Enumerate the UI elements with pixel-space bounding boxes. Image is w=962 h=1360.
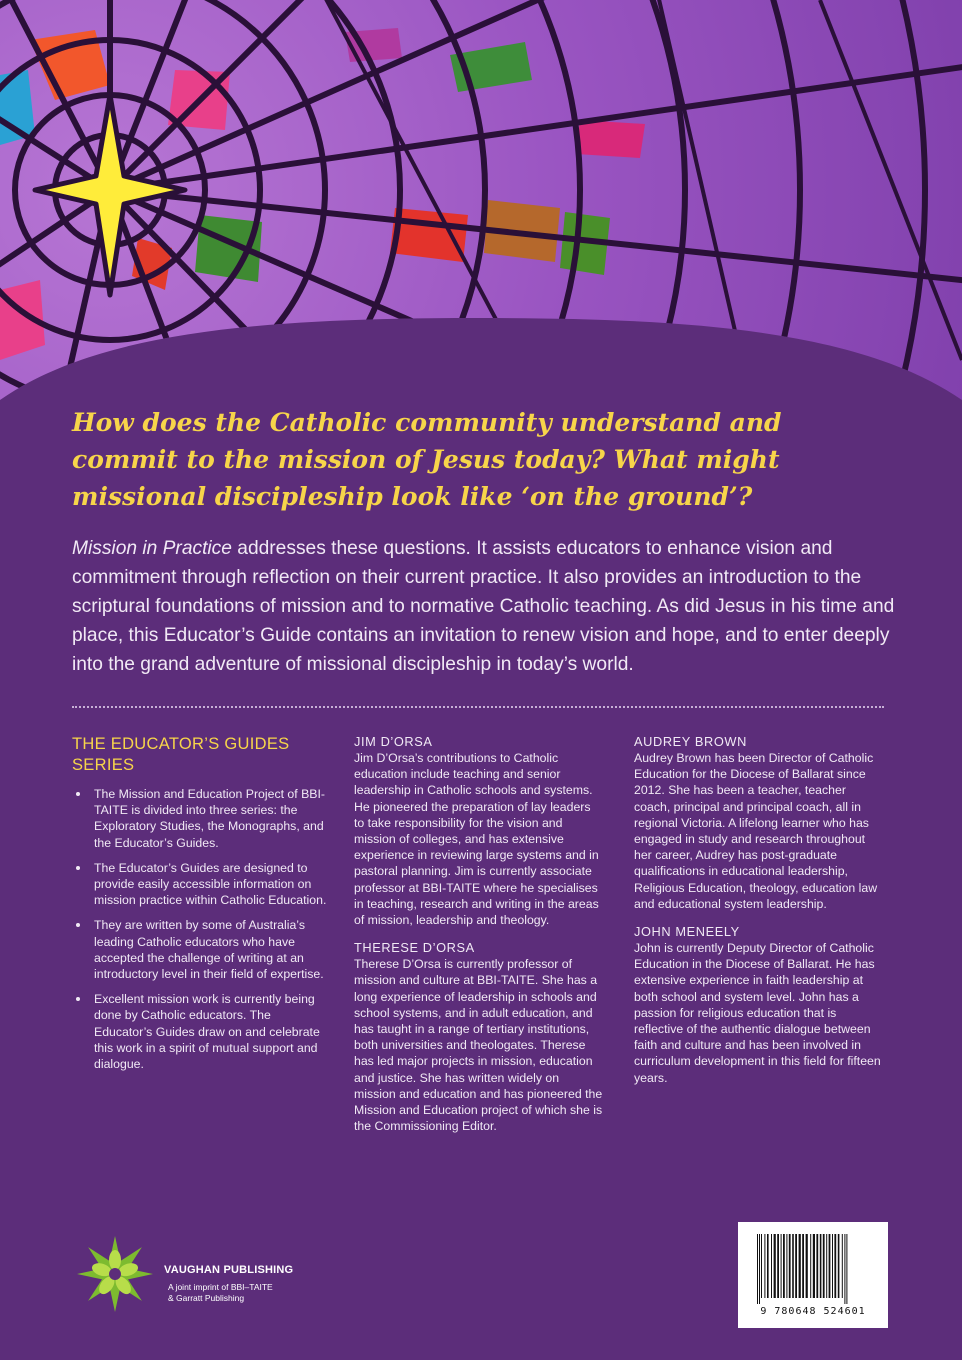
barcode-bar <box>842 1234 843 1298</box>
authors-column-right <box>634 734 884 1098</box>
barcode-bar <box>829 1234 831 1298</box>
series-bullet: The Educator’s Guides are designed to provide easily accessible information on mission practice within Catholic Education. <box>72 860 330 909</box>
barcode-bar <box>844 1234 845 1304</box>
barcode-number: 9 780648 524601 <box>760 1306 866 1317</box>
barcode-bar <box>771 1234 772 1298</box>
barcode-bar <box>838 1234 840 1298</box>
barcode-bar <box>799 1234 801 1298</box>
barcode-bar <box>820 1234 822 1298</box>
series-bullet: Excellent mission work is currently being done by Catholic educators. The Educator’s Guides draw on and celebrate this work in a spirit of mutual support and dialogue. <box>72 991 330 1072</box>
author-name: THERESE D’ORSA <box>354 940 475 956</box>
publisher-subline-2: & Garratt Publishing <box>168 1293 245 1303</box>
barcode-bar <box>789 1234 791 1298</box>
barcode-bar <box>816 1234 818 1298</box>
intro-paragraph <box>72 534 902 679</box>
stained-glass-banner <box>0 0 962 440</box>
barcode-bar <box>781 1234 782 1298</box>
barcode-bar <box>786 1234 787 1298</box>
intro-text: addresses these questions. It assists educators to enhance vision and commitment through reflection on their current practice. It also provides an introduction to the scriptural foundations of mission and to normative Catholic teaching. As did Jesus in his time and place, this Educator’s Guide contains an invitation to renew vision and hope, and to enter deeply into the grand adventure of missional discipleship in today’s world. <box>72 538 895 675</box>
book-title: Mission in Practice <box>72 538 232 559</box>
author-bio: Jim D’Orsa’s contributions to Catholic education include teaching and senior leadership in Catholic schools and systems. He pioneered the preparation of lay leaders to take responsibility for the vision and mission of colleges, and has extensive experience in reviewing large systems and in pastoral planning. Jim is currently associate professor at BBI-TAITE where he specialises in teaching, research and writing in the areas of mission, leadership and theology. <box>354 751 599 928</box>
author-bio: Audrey Brown has been Director of Catholic Education for the Diocese of Ballarat since 2012. She has been a teacher, teacher coach, principal and principal coach, all in regional Victoria. A lifelong learner who has engaged in study and research throughout her career, Audrey has post-graduate qualifications in educational leadership, Religious Education, theology, education law and educational system leadership. <box>634 751 878 911</box>
barcode-bar <box>764 1234 765 1298</box>
publisher-subline-1: A joint imprint of BBI–TAITE <box>168 1282 273 1292</box>
barcode-bar <box>846 1234 847 1304</box>
series-bullet: The Mission and Education Project of BBI-TAITE is divided into three series: the Exploratory Studies, the Monographs, and the Educator’s Guides. <box>72 786 330 851</box>
author-bio: Therese D’Orsa is currently professor of mission and culture at BBI-TAITE. She has a long experience of leadership in schools and school systems, and in adult education, and has taught in a range of tertiary institutions, both universities and theologates. Therese has led major projects in mission, education and justice. She has written widely on mission and education and has pioneered the Mission and Education project of which she is the Commissioning Editor. <box>354 957 603 1134</box>
barcode-bar <box>759 1234 760 1304</box>
barcode-bar <box>777 1234 779 1298</box>
authors-column-middle <box>354 734 604 1146</box>
barcode-bar <box>806 1234 808 1298</box>
barcode-bar <box>810 1234 811 1298</box>
barcode-bar <box>813 1234 815 1298</box>
barcode-bar <box>792 1234 794 1298</box>
barcode-bar <box>761 1234 762 1298</box>
author-name: JOHN MENEELY <box>634 924 740 940</box>
author-name: AUDREY BROWN <box>634 734 747 749</box>
publisher-name: VAUGHAN PUBLISHING <box>164 1264 294 1276</box>
barcode <box>738 1222 888 1328</box>
series-column <box>72 734 330 1081</box>
barcode-bar <box>774 1234 776 1298</box>
barcode-bar <box>767 1234 769 1298</box>
barcode-bar <box>795 1234 797 1298</box>
barcode-bar <box>834 1234 836 1298</box>
dotted-divider <box>72 706 884 708</box>
barcode-bar <box>783 1234 785 1298</box>
series-title: THE EDUCATOR’S GUIDES SERIES <box>72 735 290 774</box>
barcode-bar <box>823 1234 825 1298</box>
headline: How does the Catholic community understand and commit to the mission of Jesus today? What might missional discipleship look like ‘on the ground’? <box>72 408 782 511</box>
barcode-bar <box>826 1234 827 1298</box>
author-name: JIM D’ORSA <box>354 734 433 749</box>
barcode-bar <box>802 1234 804 1298</box>
barcode-bars <box>756 1234 874 1304</box>
author-bio: John is currently Deputy Director of Catholic Education in the Diocese of Ballarat. He has extensive experience in faith leadership at both school and system level. John has a passion for religious education that is reflective of the authentic dialogue between faith and culture and has been involved in curriculum development in this field for fifteen years. <box>634 941 881 1085</box>
green-star-flower-icon <box>72 1234 158 1314</box>
barcode-bar <box>832 1234 833 1298</box>
series-bullet: They are written by some of Australia’s leading Catholic educators who have accepted the challenge of writing at an introductory level in their field of expertise. <box>72 917 330 982</box>
series-bullet-list <box>72 786 330 1072</box>
barcode-bar <box>757 1234 758 1304</box>
publisher-block <box>72 1234 332 1314</box>
